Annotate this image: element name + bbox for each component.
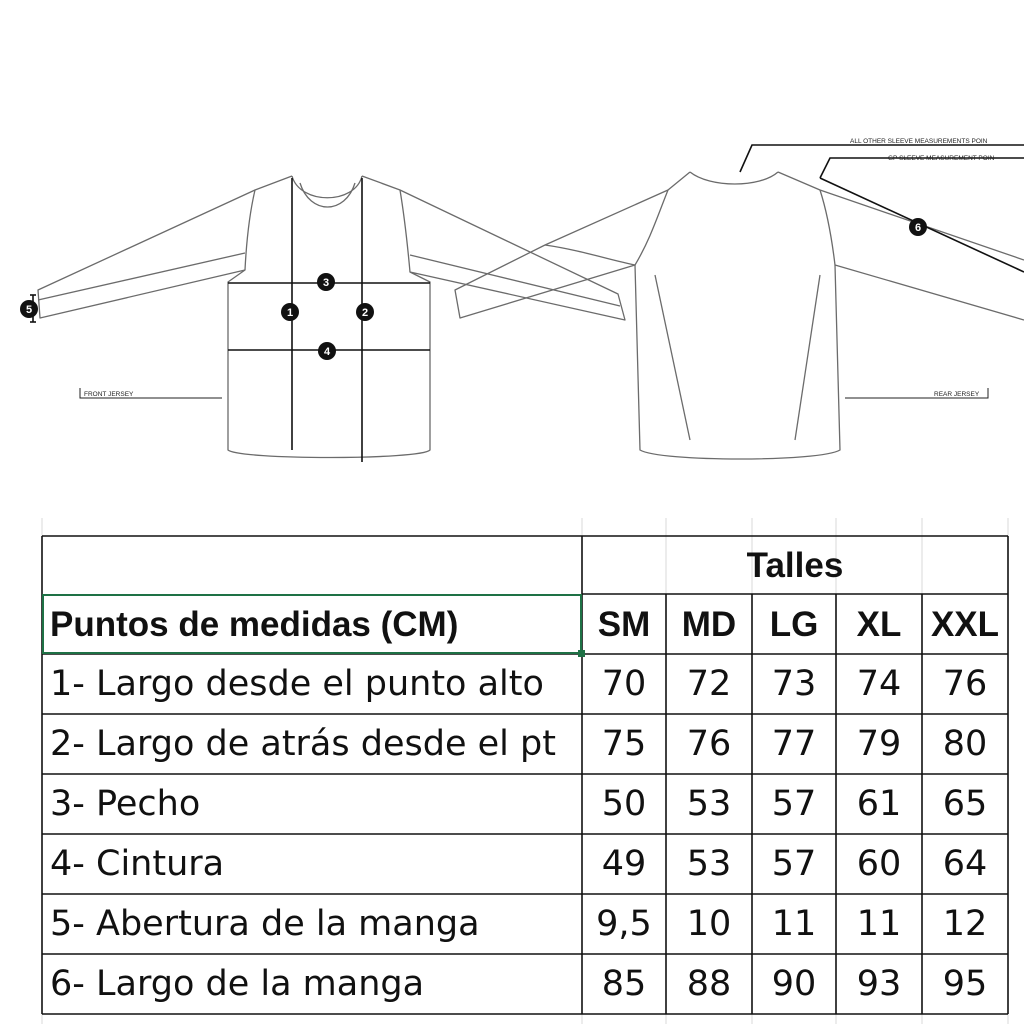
size-value-cell[interactable]: 76: [942, 663, 988, 704]
svg-text:4: 4: [323, 346, 331, 358]
size-header-lg[interactable]: LG: [769, 604, 819, 644]
size-value-cell[interactable]: 72: [686, 663, 732, 704]
size-header-xxl[interactable]: XXL: [930, 604, 1000, 644]
svg-text:3: 3: [322, 277, 330, 289]
front-jersey-drawing: [38, 176, 625, 458]
measurement-label-cell[interactable]: 4- Cintura: [50, 843, 225, 884]
size-value-cell[interactable]: 79: [856, 723, 902, 764]
size-value-cell[interactable]: 93: [856, 963, 902, 1004]
size-value-cell[interactable]: 57: [771, 843, 817, 884]
measurement-marker-6: [909, 218, 927, 236]
size-value-cell[interactable]: 77: [771, 723, 817, 764]
measurement-marker-5: [20, 300, 38, 318]
size-header-md[interactable]: MD: [681, 604, 737, 644]
size-value-cell[interactable]: 64: [942, 843, 988, 884]
size-value-cell[interactable]: 60: [856, 843, 902, 884]
sizes-group-header: Talles: [746, 545, 844, 585]
size-value-cell[interactable]: 50: [601, 783, 647, 824]
size-value-cell[interactable]: 9,5: [596, 903, 652, 944]
svg-text:6: 6: [914, 222, 922, 234]
svg-text:1: 1: [286, 307, 294, 319]
front-jersey-label: FRONT JERSEY: [84, 391, 134, 398]
size-value-cell[interactable]: 57: [771, 783, 817, 824]
svg-text:5: 5: [25, 304, 33, 316]
size-value-cell[interactable]: 88: [686, 963, 732, 1004]
measurement-label-cell[interactable]: 1- Largo desde el punto alto: [50, 663, 544, 704]
size-value-cell[interactable]: 85: [601, 963, 647, 1004]
size-value-cell[interactable]: 70: [601, 663, 647, 704]
size-value-cell[interactable]: 65: [942, 783, 988, 824]
rear-jersey-drawing: [455, 172, 1024, 459]
size-value-cell[interactable]: 10: [686, 903, 732, 944]
callout-gp-sleeve-label: GP SLEEVE MEASUREMENT POIN: [888, 155, 995, 162]
size-value-cell[interactable]: 80: [942, 723, 988, 764]
measurement-marker-4: [318, 342, 336, 360]
size-value-cell[interactable]: 11: [771, 903, 817, 944]
measurement-label-cell[interactable]: 5- Abertura de la manga: [50, 903, 480, 944]
measurement-label-cell[interactable]: 6- Largo de la manga: [50, 963, 425, 1004]
size-value-cell[interactable]: 73: [771, 663, 817, 704]
size-value-cell[interactable]: 76: [686, 723, 732, 764]
size-header-xl[interactable]: XL: [856, 604, 902, 644]
measurement-marker-3: [317, 273, 335, 291]
svg-text:2: 2: [361, 307, 369, 319]
size-header-sm[interactable]: SM: [597, 604, 651, 644]
size-value-cell[interactable]: 53: [686, 843, 732, 884]
size-value-cell[interactable]: 75: [601, 723, 647, 764]
measurement-marker-1: [281, 303, 299, 321]
size-value-cell[interactable]: 49: [601, 843, 647, 884]
points-header-cell[interactable]: Puntos de medidas (CM): [42, 594, 582, 654]
size-value-cell[interactable]: 12: [942, 903, 988, 944]
measurement-marker-2: [356, 303, 374, 321]
callout-other-sleeve-label: ALL OTHER SLEEVE MEASUREMENTS POIN: [850, 138, 988, 145]
size-value-cell[interactable]: 74: [856, 663, 902, 704]
size-value-cell[interactable]: 11: [856, 903, 902, 944]
size-value-cell[interactable]: 90: [771, 963, 817, 1004]
size-chart-sheet: [0, 500, 1024, 1024]
jersey-measurement-diagram: [0, 0, 1024, 500]
measurement-label-cell[interactable]: 2- Largo de atrás desde el pt: [50, 723, 556, 764]
size-value-cell[interactable]: 53: [686, 783, 732, 824]
measurement-label-cell[interactable]: 3- Pecho: [50, 783, 201, 824]
rear-jersey-label: REAR JERSEY: [934, 391, 980, 398]
size-value-cell[interactable]: 95: [942, 963, 988, 1004]
size-value-cell[interactable]: 61: [856, 783, 902, 824]
